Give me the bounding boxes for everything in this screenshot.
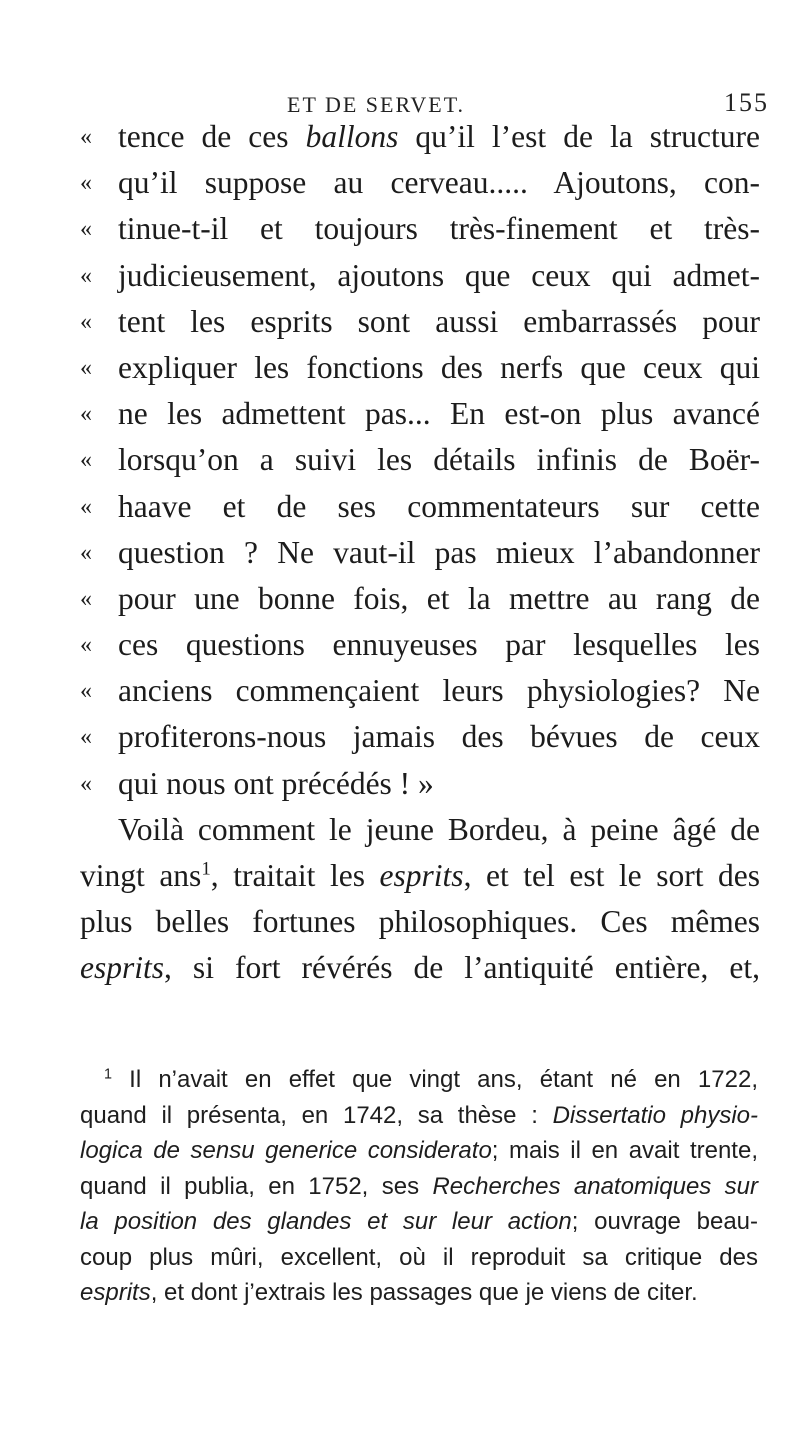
text-line: « qu’il suppose au cerveau..... Ajoutons, con-: [80, 160, 760, 206]
text-line: « anciens commençaient leurs physiologies? Ne: [80, 668, 760, 714]
quote-mark: «: [80, 539, 92, 566]
text-line: « ne les admettent pas... En est-on plus avancé: [80, 391, 760, 437]
footnote-ref: 1: [201, 858, 211, 880]
main-text: [80, 114, 760, 992]
footnote-line: la position des glandes et sur leur action; ouvrage beau-: [80, 1208, 759, 1235]
footnote-line: $^1$ Il n’avait en effet que vingt ans, étant né en 1722,: [104, 1066, 758, 1093]
page-number: 155: [724, 88, 769, 117]
text-line: « judicieusement, ajoutons que ceux qui admet-: [80, 253, 760, 299]
footnote-line: coup plus mûri, excellent, où il reproduit sa critique des: [80, 1243, 758, 1271]
paragraph-first-line: Voilà comment le jeune Bordeu, à peine âgé de: [118, 811, 760, 847]
quote-mark: «: [80, 262, 92, 289]
quote-mark: «: [80, 170, 92, 197]
text-line: vingt ans$^1$, traitait les esprits, et tel est le sort des: [80, 858, 761, 893]
footnote-line: quand il publia, en 1752, ses Recherches anatomiques sur: [80, 1172, 758, 1200]
text-line: « tent les esprits sont aussi embarrassés pour: [80, 299, 760, 345]
text-line: « profiterons-nous jamais des bévues de ceux: [80, 714, 760, 760]
footnote-marker: 1: [104, 1066, 113, 1083]
quote-mark: «: [80, 632, 92, 659]
quote-mark: «: [80, 585, 92, 612]
quote-mark: «: [80, 308, 92, 335]
running-title: ET DE SERVET.: [287, 92, 466, 117]
text-line: esprits, si fort révérés de l’antiquité entière, et,: [80, 950, 760, 986]
text-line: « expliquer les fonctions des nerfs que ceux qui: [80, 345, 760, 391]
quote-mark: «: [80, 493, 92, 520]
quote-mark: «: [80, 770, 92, 797]
text-line: « question ? Ne vaut-il pas mieux l’abandonner: [80, 530, 760, 576]
quote-mark: «: [80, 678, 92, 705]
text-line: « lorsqu’on a suivi les détails infinis de Boër-: [80, 437, 760, 483]
quote-mark: «: [80, 724, 92, 751]
footnote-line: esprits, et dont j’extrais les passages que je viens de citer.: [80, 1279, 698, 1306]
text-line: « haave et de ses commentateurs sur cette: [80, 484, 760, 530]
footnote: [80, 1062, 758, 1311]
text-line: plus belles fortunes philosophiques. Ces mêmes: [80, 904, 760, 940]
quote-mark: «: [80, 216, 92, 243]
text-line: « qui nous ont précédés ! »: [80, 761, 760, 807]
footnote-line: quand il présenta, en 1742, sa thèse : Dissertatio physio-: [80, 1101, 758, 1129]
footnote-line: logica de sensu generice considerato; mais il en avait trente,: [80, 1137, 758, 1164]
text-line: « pour une bonne fois, et la mettre au rang de: [80, 576, 760, 622]
text-line: « tinue-t-il et toujours très-finement et très-: [80, 206, 760, 252]
text-line: « ces questions ennuyeuses par lesquelles les: [80, 622, 760, 668]
text-line: « tence de ces ballons qu’il l’est de la structure: [80, 114, 760, 160]
quote-mark: «: [80, 354, 92, 381]
quote-mark: «: [80, 401, 92, 428]
quote-mark: «: [80, 447, 92, 474]
quote-mark: «: [80, 124, 92, 150]
